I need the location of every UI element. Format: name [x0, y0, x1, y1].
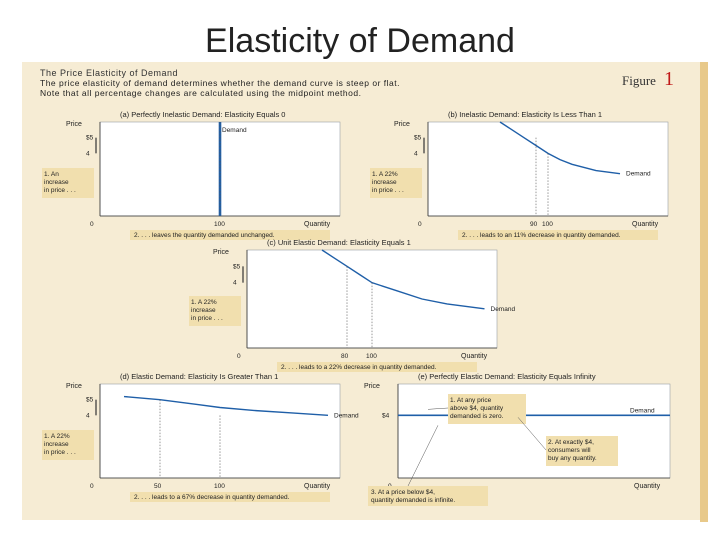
p4-ytick-0: $4 [382, 412, 390, 420]
p2-ylabel: Price [213, 249, 229, 256]
chart-c-svg [185, 236, 516, 371]
chart-b [368, 108, 678, 240]
p3-note-line-1: increase [44, 441, 69, 448]
p3-ylabel: Price [66, 383, 82, 390]
p0-origin-tick: 0 [90, 221, 94, 228]
p2-origin-tick: 0 [237, 353, 241, 360]
p4-note2-line-1: consumers will [548, 447, 591, 454]
p0-bottom-note: 2. . . . leaves the quantity demanded unchanged. [134, 232, 275, 239]
p2-ytick-1: 4 [233, 279, 237, 287]
p0-ytick-1: 4 [86, 150, 90, 158]
figure-number: 1 [663, 68, 674, 90]
p0-xlabel: Quantity [304, 221, 331, 228]
p0-demand-label: Demand [222, 127, 247, 134]
chart-c [185, 236, 516, 371]
p1-ytick-1: 4 [414, 150, 418, 158]
p1-xtick-1: 100 [542, 221, 553, 228]
p2-xlabel: Quantity [461, 353, 488, 360]
p1-xtick-0: 90 [530, 221, 538, 228]
p3-title: (d) Elastic Demand: Elasticity Is Greater Than 1 [120, 372, 279, 381]
p4-note1-line-0: 1. At any price [450, 397, 492, 404]
p2-note-line-2: in price . . . [191, 315, 223, 322]
p2-xtick-0: 80 [341, 353, 349, 360]
chart-e-svg [364, 370, 678, 504]
p2-ytick-0: $5 [233, 263, 241, 271]
p0-ytick-0: $5 [86, 134, 94, 142]
p4-note3-line-1: quantity demanded is infinite. [371, 497, 456, 504]
p2-xtick-1: 100 [366, 353, 377, 360]
figure-label [622, 68, 674, 91]
chart-b-svg [368, 108, 678, 240]
p3-note-line-2: in price . . . [44, 449, 76, 456]
p0-note-line-1: increase [44, 179, 69, 186]
p0-note-line-2: in price . . . [44, 187, 76, 194]
p0-title: (a) Perfectly Inelastic Demand: Elasticity Equals 0 [120, 110, 286, 119]
p2-title: (c) Unit Elastic Demand: Elasticity Equals 1 [267, 238, 411, 247]
p3-note-line-0: 1. A 22% [44, 433, 70, 440]
p3-xtick-1: 100 [214, 483, 225, 490]
p4-note1-line-1: above $4, quantity [450, 405, 504, 412]
p4-xlabel: Quantity [634, 483, 661, 490]
p3-ytick-0: $5 [86, 396, 94, 404]
p0-note-line-0: 1. An [44, 171, 59, 178]
p3-xtick-0: 50 [154, 483, 162, 490]
p4-note1-line-2: demanded is zero. [450, 413, 504, 420]
chart-e [364, 370, 678, 504]
p1-origin-tick: 0 [418, 221, 422, 228]
p1-note-line-0: 1. A 22% [372, 171, 398, 178]
p1-title: (b) Inelastic Demand: Elasticity Is Less Than 1 [448, 110, 603, 119]
p0-ylabel: Price [66, 121, 82, 128]
p2-note-line-1: increase [191, 307, 216, 314]
p4-title: (e) Perfectly Elastic Demand: Elasticity Equals Infinity [418, 372, 596, 381]
p3-xlabel: Quantity [304, 483, 331, 490]
p1-ytick-0: $5 [414, 134, 422, 142]
figure-description-line1: The price elasticity of demand determines whether the demand curve is steep or flat. [40, 78, 400, 88]
p3-origin-tick: 0 [90, 483, 94, 490]
chart-a [40, 108, 350, 240]
p4-note2-line-2: buy any quantity. [548, 455, 597, 462]
slide-title: Elasticity of Demand [205, 22, 515, 60]
p2-bottom-note: 2. . . . leads to a 22% decrease in quantity demanded. [281, 364, 437, 371]
chart-d-svg [40, 370, 359, 502]
figure-label-text: Figure [622, 73, 656, 88]
p2-note-line-0: 1. A 22% [191, 299, 217, 306]
p4-note3-line-0: 3. At a price below $4, [371, 489, 435, 496]
p4-ylabel: Price [364, 383, 380, 390]
p1-note-line-1: increase [372, 179, 397, 186]
chart-d [40, 370, 359, 502]
p2-demand-label: Demand [490, 305, 516, 313]
p1-demand-label: Demand [626, 170, 651, 178]
p4-demand-label: Demand [630, 407, 655, 415]
p3-ytick-1: 4 [86, 412, 90, 420]
figure-heading: The Price Elasticity of Demand [40, 68, 179, 78]
chart-a-svg [40, 108, 350, 240]
p1-note-line-2: in price . . . [372, 187, 404, 194]
p0-xtick-0: 100 [214, 221, 225, 228]
figure-description-line2: Note that all percentage changes are calculated using the midpoint method. [40, 88, 362, 98]
p1-bottom-note: 2. . . . leads to an 11% decrease in quantity demanded. [462, 232, 621, 239]
p3-bottom-note: 2. . . . leads to a 67% decrease in quantity demanded. [134, 494, 290, 501]
p1-xlabel: Quantity [632, 221, 659, 228]
p4-note2-line-0: 2. At exactly $4, [548, 439, 594, 446]
p1-ylabel: Price [394, 121, 410, 128]
figure-header [40, 68, 400, 98]
p3-demand-label: Demand [334, 412, 359, 420]
p4-plot-area [398, 384, 670, 478]
figure-edge [700, 62, 708, 522]
